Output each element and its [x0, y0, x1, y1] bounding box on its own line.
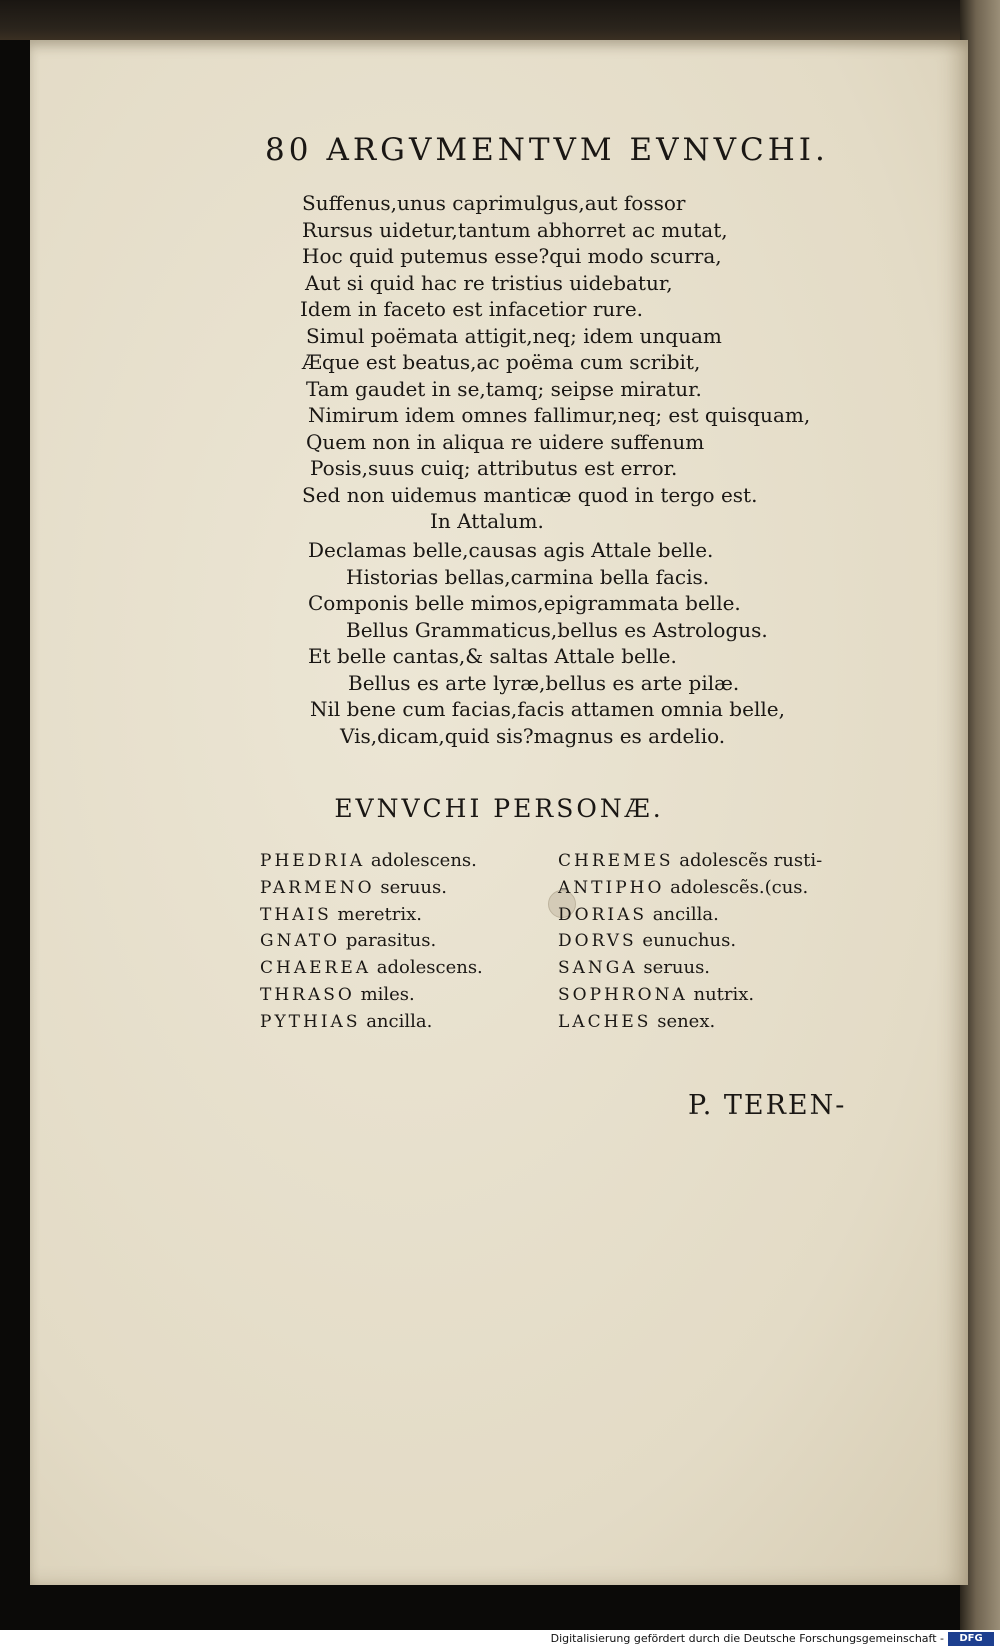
persona-name: ANTIPHO [558, 877, 665, 898]
persona-entry [558, 1009, 822, 1036]
persona-name: PHEDRIA [260, 851, 366, 871]
persona-name: PYTHIAS [260, 1011, 361, 1032]
persona-role: nutrix. [693, 983, 755, 1005]
persona-name: THAIS [260, 904, 332, 925]
persona-entry [558, 848, 822, 875]
persona-entry [558, 982, 822, 1009]
verse-line: Bellus Grammaticus,bellus es Astrologus. [346, 617, 768, 642]
personae-list-left [260, 848, 483, 1036]
persona-name: DORIAS [558, 904, 648, 925]
persona-role: eunuchus. [642, 930, 737, 952]
persona-role: senex. [657, 1010, 716, 1032]
persona-role: adolescens. [370, 850, 477, 871]
persona-role: adolescẽs rusti- [679, 850, 823, 871]
persona-name: GNATO [260, 931, 341, 952]
verse-line: Aut si quid hac re tristius uidebatur, [305, 270, 673, 295]
verse-line: Suffenus,unus caprimulgus,aut fossor [302, 191, 686, 215]
persona-role: meretrix. [337, 903, 422, 925]
verse-line: Simul poëmata attigit,neq; idem unquam [306, 323, 722, 348]
persona-role: adolescẽs.(cus. [670, 876, 809, 898]
persona-entry [260, 955, 483, 982]
verse-line: Æque est beatus,ac poëma cum scribit, [302, 350, 701, 374]
persona-entry [558, 875, 822, 902]
dfg-logo: DFG [948, 1632, 994, 1646]
persona-role: ancilla. [366, 1010, 433, 1032]
persona-name: SOPHRONA [558, 984, 688, 1005]
running-header [265, 132, 905, 176]
persona-role: parasitus. [345, 930, 437, 952]
verse-line: Quem non in aliqua re uidere suffenum [306, 429, 705, 454]
page-number: 80 [265, 132, 313, 168]
running-head-title: ARGVMENTVM EVNVCHI. [326, 132, 829, 168]
persona-role: adolescens. [376, 957, 483, 979]
verse-line: Vis,dicam,quid sis?magnus es ardelio. [340, 723, 726, 748]
verse-line: Rursus uidetur,tantum abhorret ac mutat, [302, 217, 728, 242]
persona-entry [558, 955, 822, 982]
epigram-title: In Attalum. [430, 509, 544, 533]
persona-entry [260, 928, 483, 955]
verse-line: Sed non uidemus manticæ quod in tergo est. [302, 482, 758, 507]
verse-line: Et belle cantas,& saltas Attale belle. [308, 644, 677, 668]
persona-role: miles. [360, 983, 415, 1005]
verse-line: Hoc quid putemus esse?qui modo scurra, [302, 244, 722, 268]
verse-line: Tam gaudet in se,tamq; seipse miratur. [306, 376, 702, 401]
personae-heading: EVNVCHI PERSONÆ. [334, 794, 664, 823]
verse-line: Posis,suus cuiq; attributus est error. [310, 456, 678, 480]
persona-entry [260, 982, 483, 1009]
persona-name: CHAEREA [260, 958, 372, 979]
persona-name: PARMENO [260, 877, 375, 898]
verse-block-suffenus [30, 190, 968, 535]
persona-entry [260, 848, 483, 875]
persona-role: seruus. [643, 957, 711, 979]
verse-line: Componis belle mimos,epigrammata belle. [308, 591, 741, 615]
persona-role: ancilla. [652, 903, 719, 925]
verse-line: Declamas belle,causas agis Attale belle. [308, 538, 714, 562]
verse-line: Historias bellas,carmina bella facis. [346, 564, 710, 589]
persona-name: SANGA [558, 958, 638, 979]
persona-name: DORVS [558, 931, 637, 952]
verse-line: Bellus es arte lyræ,bellus es arte pilæ. [348, 670, 740, 695]
persona-name: LACHES [558, 1011, 652, 1032]
book-page [30, 40, 968, 1585]
footer-credit: Digitalisierung gefördert durch die Deutsche Forschungsgemeinschaft - [550, 1632, 944, 1645]
persona-name: THRASO [260, 984, 355, 1005]
personae-list-right [558, 848, 822, 1036]
verse-line: Nil bene cum facias,facis attamen omnia belle, [310, 697, 785, 721]
persona-entry [260, 902, 483, 929]
catchword: P. TEREN- [688, 1090, 847, 1121]
persona-role: seruus. [380, 876, 447, 898]
verse-line: Nimirum idem omnes fallimur,neq; est quisquam, [308, 403, 811, 427]
verse-line: Idem in faceto est infacetior rure. [300, 297, 644, 321]
persona-entry [260, 875, 483, 902]
persona-entry [558, 902, 822, 929]
persona-entry [260, 1009, 483, 1036]
persona-name: CHREMES [558, 851, 674, 871]
persona-entry [558, 928, 822, 955]
verse-block-attalus [30, 537, 968, 749]
book-top-edge [0, 0, 1000, 40]
